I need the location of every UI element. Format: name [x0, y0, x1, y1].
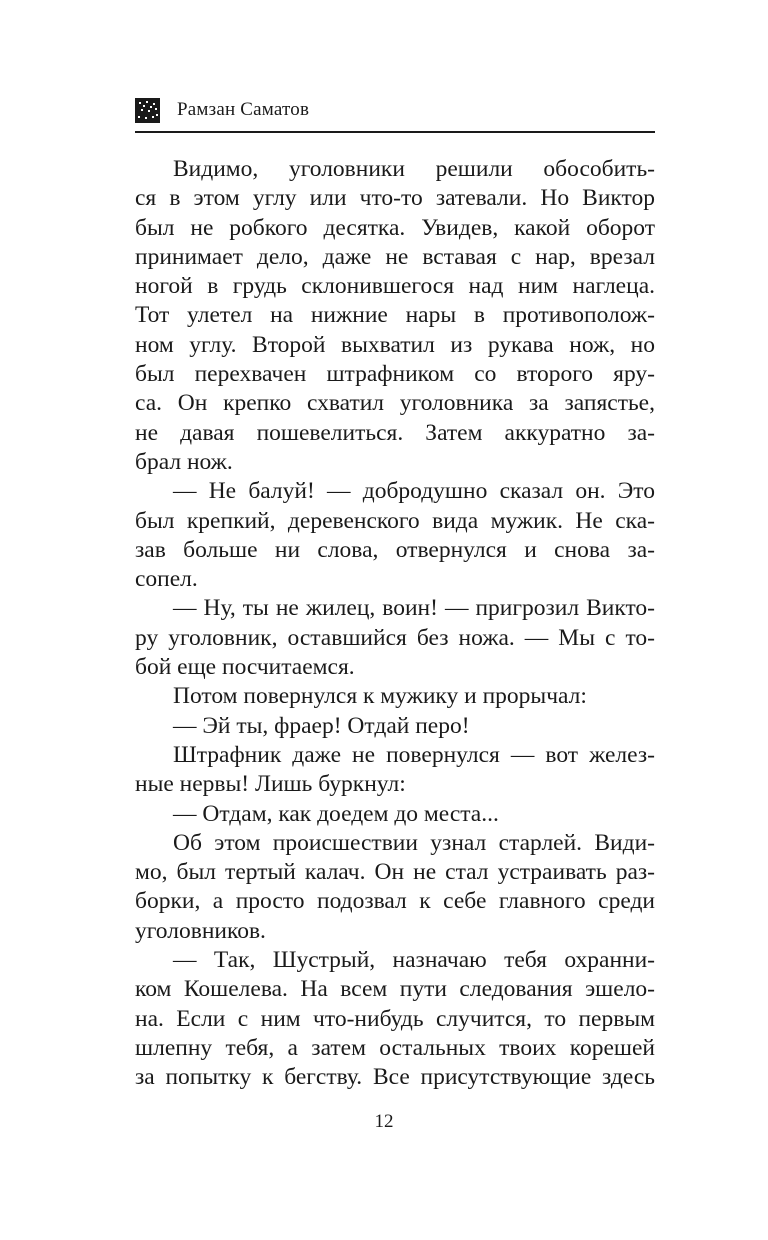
text-line: принимает дело, даже не вставая с нар, врезал — [135, 243, 655, 270]
running-header — [135, 93, 655, 133]
page-number: 12 — [374, 1111, 394, 1132]
paragraph — [135, 682, 655, 711]
text-line: Тот улетел на нижние нары в противополож- — [135, 302, 655, 329]
paragraph — [135, 594, 655, 682]
text-line: ся в этом углу или что-то затевали. Но Виктор — [135, 185, 655, 212]
ornament-square-icon — [135, 98, 160, 123]
text-line: — Эй ты, фраер! Отдай перо! — [173, 712, 470, 739]
paragraph — [135, 741, 655, 800]
paragraph — [135, 155, 655, 477]
text-line: мо, был тертый калач. Он не стал устраивать раз- — [135, 859, 655, 886]
text-line: уголовников. — [135, 917, 266, 944]
text-line: брал нож. — [135, 448, 233, 475]
text-line: борки, а просто подозвал к себе главного среди — [135, 888, 655, 915]
paragraph — [135, 829, 655, 946]
text-line: — Ну, ты не жилец, воин! — пригрозил Викто- — [173, 595, 655, 622]
text-line: на. Если с ним что-нибудь случится, то первым — [135, 1005, 655, 1032]
text-line: был перехвачен штрафником со второго яру- — [135, 361, 655, 388]
text-line: ногой в грудь склонившегося над ним наглеца. — [135, 273, 655, 300]
text-line: ные нервы! Лишь буркнул: — [135, 771, 406, 798]
text-line: ном углу. Второй выхватил из рукава нож, но — [135, 331, 655, 358]
text-line: ру уголовник, оставшийся без ножа. — Мы с то- — [135, 624, 655, 651]
text-line: шлепну тебя, а затем остальных твоих корешей — [135, 1034, 655, 1061]
header-divider — [135, 131, 655, 133]
text-line: Видимо, уголовники решили обособить- — [173, 156, 655, 182]
body-text — [135, 155, 655, 1093]
paragraph — [135, 712, 655, 741]
text-line: — Отдам, как доедем до места... — [173, 800, 499, 827]
paragraph — [135, 477, 655, 594]
text-line: ком Кошелева. На всем пути следования эшело- — [135, 976, 655, 1003]
text-line: бой еще посчитаемся. — [135, 654, 355, 681]
text-line: Потом повернулся к мужику и прорычал: — [173, 683, 587, 710]
text-line: был крепкий, деревенского вида мужик. Не ска- — [135, 507, 655, 534]
text-line: зав больше ни слова, отвернулся и снова за- — [135, 536, 655, 563]
text-line: — Не балуй! — добродушно сказал он. Это — [173, 478, 655, 505]
text-line: Об этом происшествии узнал старлей. Види- — [173, 829, 655, 856]
text-line: не давая пошевелиться. Затем аккуратно за- — [135, 419, 655, 446]
text-line: был не робкого десятка. Увидев, какой оборот — [135, 214, 655, 241]
paragraph — [135, 800, 655, 829]
text-line: Штрафник даже не повернулся — вот желез- — [173, 741, 655, 768]
text-line: сопел. — [135, 566, 198, 593]
text-line: са. Он крепко схватил уголовника за запястье, — [135, 390, 655, 417]
header-author: Рамзан Саматов — [177, 99, 310, 120]
text-line: — Так, Шустрый, назначаю тебя охранни- — [173, 947, 655, 974]
paragraph — [135, 946, 655, 1092]
text-line: за попытку к бегству. Все присутствующие здесь — [135, 1064, 655, 1091]
